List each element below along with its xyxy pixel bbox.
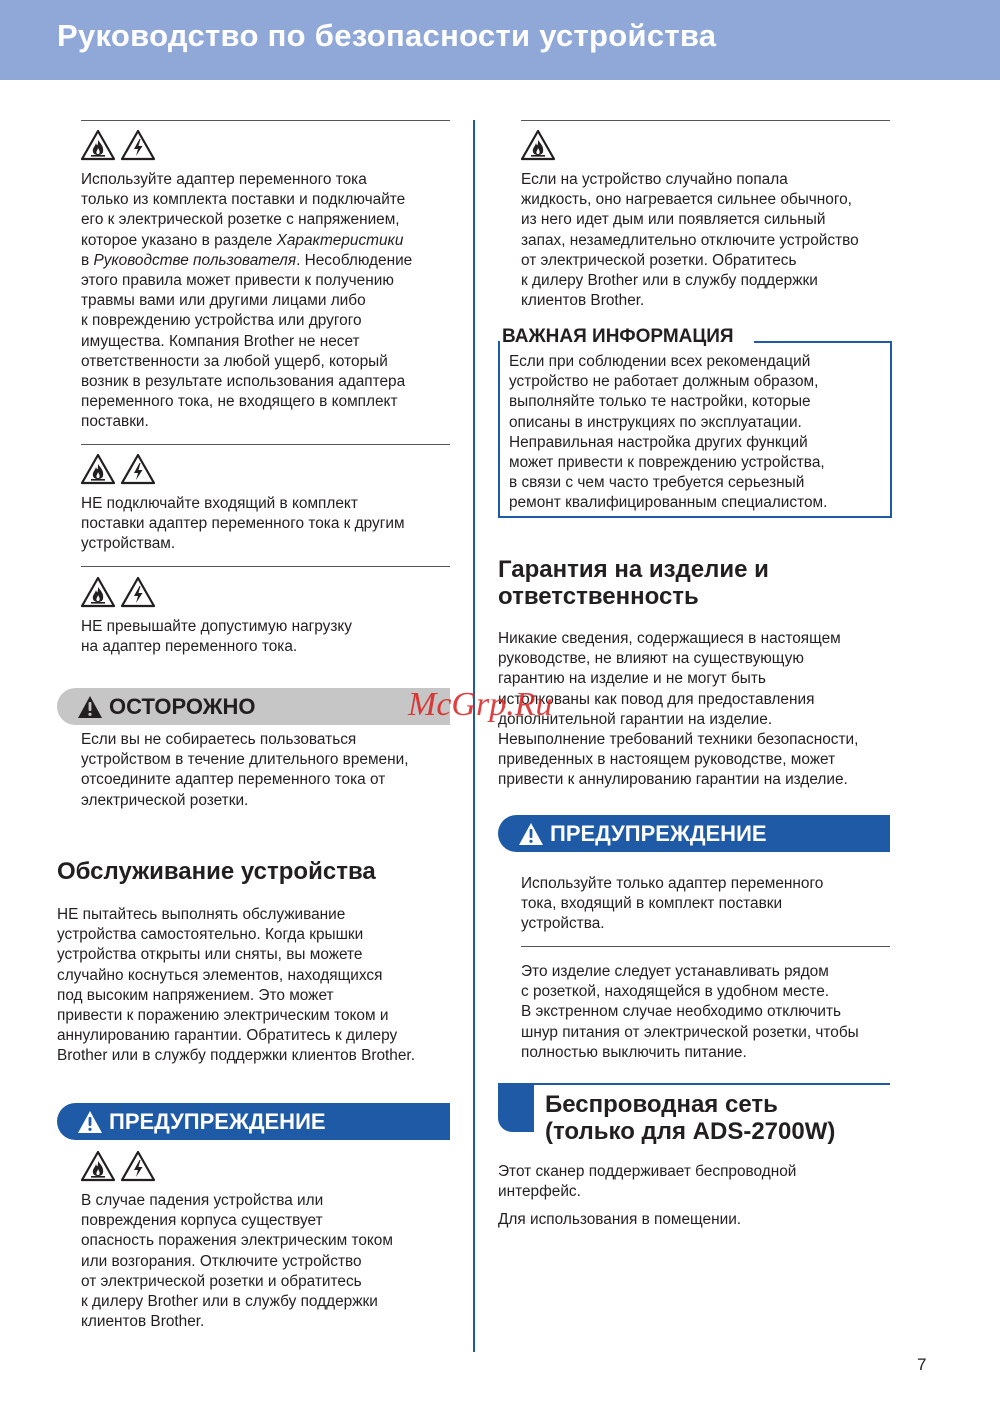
page-title: Руководство по безопасности устройства — [57, 18, 717, 53]
installation-text: Это изделие следует устанавливать рядом с розеткой, находящейся в удобном месте. В экстренном случае необходимо отключить шнур питания от электрической розетки, чтобы полностью выключить питание. — [521, 963, 859, 1061]
hazard-icons — [81, 129, 155, 163]
hazard-icons — [521, 129, 555, 163]
warning-icon — [77, 1110, 103, 1134]
page-number: 7 — [917, 1355, 927, 1374]
adapter-only-text: Используйте только адаптер переменного тока, входящий в комплект поставки устройства. — [521, 875, 824, 933]
service-text: НЕ пытайтесь выполнять обслуживание устройства самостоятельно. Когда крышки устройства открыты или сняты, вы можете случайно коснуться элементов, находящихся под высоким напряжением. Это может привести к поражению электрическим током и аннулированию гарантии. Обратитесь к дилеру Brother или в службу поддержки клиентов Brother. — [57, 906, 415, 1065]
electric-shock-icon — [121, 576, 155, 608]
warning-text: В случае падения устройства или повреждения корпуса существует опасность поражения электрическим током или возгорания. Отключите устройство от электрической розетки и обратитесь к дилеру Brother или в службу поддержки клиентов Brother. — [81, 1192, 393, 1331]
hazard-icons — [81, 576, 155, 610]
caution-label: ОСТОРОЖНО — [109, 693, 256, 719]
section-rule — [521, 120, 890, 121]
adapter-other-devices-text: НЕ подключайте входящий в комплект поставки адаптер переменного тока к другим устройствам. — [81, 495, 405, 553]
section-rule — [81, 444, 450, 445]
adapter-usage-text: Используйте адаптер переменного тока только из комплекта поставки и подключайте его к электрической розетке с напряжением, которое указано в разделе Характеристики в Руководстве пользователя. Несоблюдение этого правила может привести к получению травмы вами или другими лицами либо к повреждению устройства или другого имущества. Компания Brother не несет ответственности за любой ущерб, который возник в результате использования адаптера переменного тока, не входящего в комплект поставки. — [81, 171, 413, 431]
hazard-icons — [81, 1150, 155, 1184]
electric-shock-icon — [121, 1150, 155, 1182]
caution-icon — [77, 695, 103, 719]
important-info-text: Если при соблюдении всех рекомендаций устройство не работает должным образом, выполняйте только те настройки, которые описаны в инструкциях по эксплуатации. Неправильная настройка других функций может привести к повреждению устройства, в связи с чем часто требуется серьезный ремонт квалифицированным специалистом. — [509, 353, 828, 512]
important-info-title: ВАЖНАЯ ИНФОРМАЦИЯ — [502, 326, 740, 348]
warning-banner — [498, 815, 890, 852]
fire-hazard-icon — [521, 129, 555, 161]
caution-text: Если вы не собираетесь пользоваться устройством в течение длительного времени, отсоедините адаптер переменного тока от электрической розетки. — [81, 731, 409, 809]
wireless-heading: Беспроводная сеть (только для ADS-2700W) — [545, 1091, 836, 1145]
warning-banner — [57, 1103, 450, 1140]
wireless-accent-block — [498, 1084, 534, 1132]
warning-icon — [518, 822, 544, 846]
electric-shock-icon — [121, 453, 155, 485]
column-divider — [473, 120, 475, 1352]
important-info-rule — [754, 341, 890, 343]
warranty-heading: Гарантия на изделие и ответственность — [498, 556, 769, 610]
warranty-text: Никакие сведения, содержащиеся в настоящем руководстве, не влияют на существующую гарантию на изделие и не могут быть истолкованы как повод для предоставления дополнительной гарантии на изделие. Невыполнение требований техники безопасности, приведенных в настоящем руководстве, может привести к аннулированию гарантии на изделие. — [498, 630, 859, 789]
fire-hazard-icon — [81, 129, 115, 161]
page-header — [0, 0, 1000, 80]
section-rule — [81, 566, 450, 567]
indoor-use-text: Для использования в помещении. — [498, 1211, 742, 1228]
fire-hazard-icon — [81, 453, 115, 485]
fire-hazard-icon — [81, 1150, 115, 1182]
caution-banner — [57, 688, 450, 725]
electric-shock-icon — [121, 129, 155, 161]
service-heading: Обслуживание устройства — [57, 858, 376, 885]
fire-hazard-icon — [81, 576, 115, 608]
hazard-icons — [81, 453, 155, 487]
warning-label: ПРЕДУПРЕЖДЕНИЕ — [109, 1108, 326, 1134]
adapter-load-text: НЕ превышайте допустимую нагрузку на адаптер переменного тока. — [81, 618, 352, 656]
section-rule — [521, 946, 890, 947]
wireless-text: Этот сканер поддерживает беспроводной интерфейс. — [498, 1163, 797, 1201]
section-rule — [81, 120, 450, 121]
warning-label: ПРЕДУПРЕЖДЕНИЕ — [550, 820, 767, 846]
wireless-rule — [498, 1083, 890, 1085]
watermark: McGrp.Ru — [408, 686, 553, 723]
liquid-spill-text: Если на устройство случайно попала жидкость, оно нагревается сильнее обычного, из него идет дым или появляется сильный запах, незамедлительно отключите устройство от электрической розетки. Обратитесь к дилеру Brother или в службу поддержки клиентов Brother. — [521, 171, 859, 310]
